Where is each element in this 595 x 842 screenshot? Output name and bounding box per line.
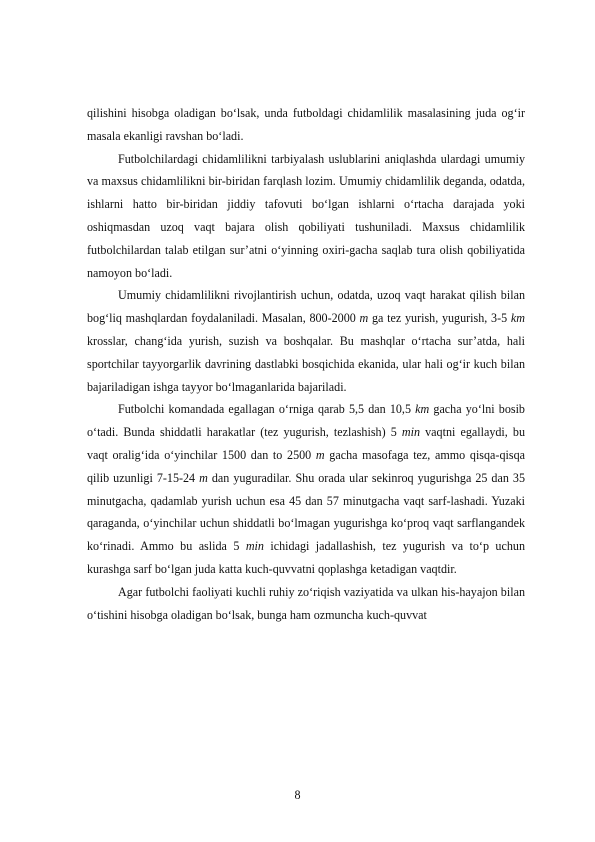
unit-text: min: [245, 539, 264, 554]
paragraph: [87, 102, 525, 148]
paragraph-text: qilishini hisobga oladigan bo‘lsak, unda futboldagi chidamlilik masalasining juda og‘ir masala ekanligi ravshan bo‘ladi.: [87, 106, 525, 143]
paragraph-text: krosslar, chang‘ida yurish, suzish va boshqalar. Bu mashqlar o‘rtacha sur’atda, hali sportchilar tayyorgarlik davrining dastlabki bosqichida ekanida, ular hali og‘ir kuch bilan bajariladigan ishga tayyor bo‘lmaganlarida bajariladi.: [87, 333, 525, 394]
paragraph-text: dan yuguradilar. Shu orada ular sekinroq yugurishga 25 dan 35 minutgacha, qadamlab yurish uchun esa 45 dan 57 minutgacha vaqt sarf-lashadi. Yuzaki qaraganda, o‘yinchilar uchun shiddatli bo‘lmagan yugurishga ko‘proq vaqt sarflangandek ko‘rinadi. Ammo bu aslida 5: [87, 470, 525, 554]
paragraph-text: Futbolchi komandada egallagan o‘rniga qarab 5,5 dan 10,5: [118, 402, 416, 417]
paragraph: [87, 148, 525, 285]
paragraph: [87, 581, 525, 627]
unit-text: min: [401, 425, 421, 440]
unit-text: km: [510, 311, 525, 326]
paragraph-text: Umumiy chidamlilikni rivojlantirish uchun, odatda, uzoq vaqt harakat qilish bilan bog‘liq mashqlardan foydalaniladi. Masalan, 800-2000: [87, 288, 525, 326]
paragraph-text: vaqtni egallaydi, bu vaqt oralig‘ida o‘yinchilar 1500 dan to 2500: [87, 425, 525, 462]
unit-text: m: [315, 447, 325, 462]
paragraph-text: Futbolchilardagi chidamlilikni tarbiyalash uslublarini aniqlashda ulardagi umumiy va maxsus chidamlilikni bir-biridan farqlash lozim. Umumiy chidamlilik deganda, odatda, ishlarni hatto bir-biridan jiddiy tafovuti bo‘lgan ishlarni o‘rtacha darajada yoki oshiqmasdan uzoq vaqt bajara olish qobiliyati tushuniladi. Maxsus chidamlilik futbolchilardan talab etilgan sur’atni o‘yinning oxiri-gacha saqlab tura olish qobiliyatida namoyon bo‘ladi.: [87, 151, 525, 280]
unit-text: m: [199, 470, 208, 485]
paragraph-text: ga tez yurish, yugurish, 3-5: [368, 311, 511, 326]
unit-text: m: [359, 311, 369, 326]
paragraph: [87, 398, 525, 580]
paragraph-text: gacha masofaga tez, ammo qisqa-qisqa qilib uzunligi 7-15-24: [87, 447, 525, 485]
paragraph-text: ichidagi jadallashish, tez yugurish va to‘p uchun kurashga sarf bo‘lgan juda katta kuch-quvvatni qoplashga ketadigan vaqtdir.: [87, 539, 525, 576]
paragraph-text: gacha yo‘lni bosib o‘tadi. Bunda shiddatli harakatlar (tez yugurish, tezlashish) 5: [87, 402, 525, 440]
body-text: [87, 102, 525, 626]
paragraph: [87, 284, 525, 398]
unit-text: km: [415, 402, 430, 417]
paragraph-text: Agar futbolchi faoliyati kuchli ruhiy zo‘riqish vaziyatida va ulkan his-hayajon bilan o‘tishini hisobga oladigan bo‘lsak, bunga ham ozmuncha kuch-quvvat: [87, 584, 525, 622]
page-number: 8: [294, 788, 301, 802]
